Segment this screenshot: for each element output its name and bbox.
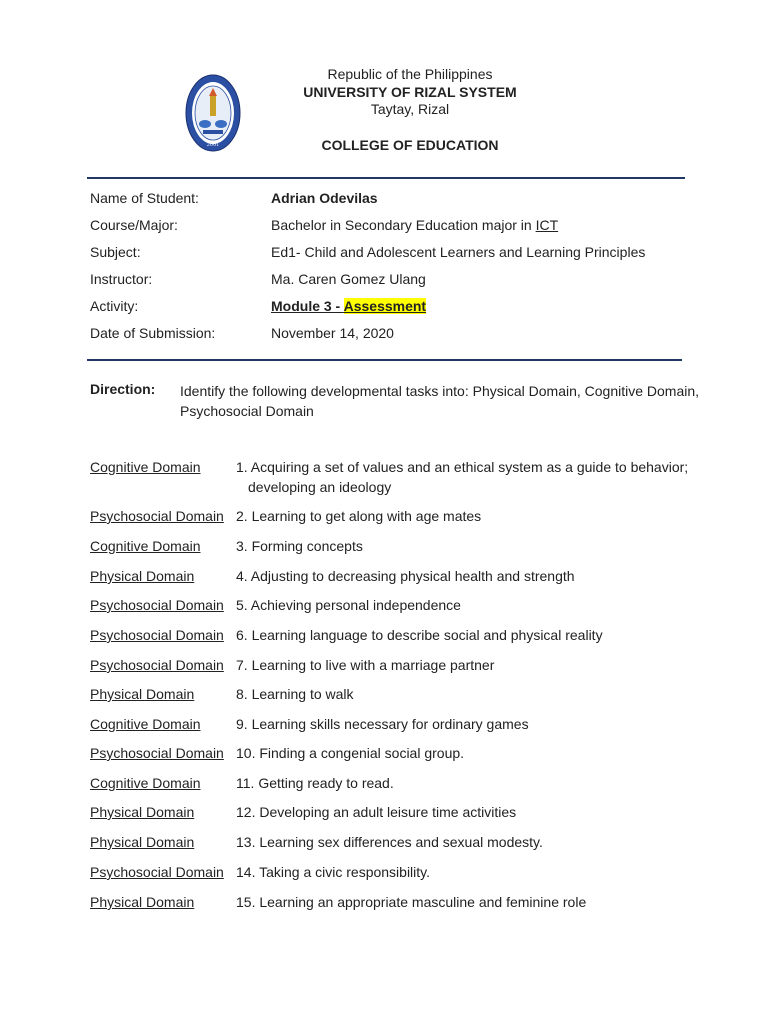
answer-blank: Psychosocial Domain — [90, 657, 224, 673]
answer-blank: Psychosocial Domain — [90, 864, 224, 880]
list-item — [90, 834, 543, 854]
answer-blank: Cognitive Domain — [90, 775, 201, 791]
bottom-divider — [87, 359, 682, 361]
college-name: COLLEGE OF EDUCATION — [321, 137, 499, 153]
task-text: 14. Taking a civic responsibility. — [236, 864, 431, 880]
university-name: UNIVERSITY OF RIZAL SYSTEM — [303, 84, 517, 100]
activity-highlight: Assessment — [343, 298, 427, 314]
answer-blank: Psychosocial Domain — [90, 745, 224, 761]
task-text: 4. Adjusting to decreasing physical health and strength — [236, 568, 575, 584]
answer-blank: Physical Domain — [90, 834, 195, 850]
name-label: Name of Student: — [90, 190, 199, 206]
date-label: Date of Submission: — [90, 325, 216, 341]
task-text: 15. Learning an appropriate masculine and feminine role — [236, 894, 587, 910]
subject-value: Ed1- Child and Adolescent Learners and Learning Principles — [271, 244, 646, 260]
list-item — [90, 775, 394, 795]
answer-blank: Physical Domain — [90, 894, 195, 910]
instructor-value: Ma. Caren Gomez Ulang — [271, 271, 426, 287]
list-item — [90, 459, 688, 479]
student-name: Adrian Odevilas — [271, 190, 378, 206]
answer-blank: Cognitive Domain — [90, 538, 201, 554]
direction-label: Direction: — [90, 381, 156, 397]
task-text-continuation: developing an ideology — [248, 479, 392, 495]
task-text: 2. Learning to get along with age mates — [236, 508, 482, 524]
list-item — [90, 864, 430, 884]
task-text: 1. Acquiring a set of values and an ethical system as a guide to behavior; — [236, 459, 689, 475]
task-text: 12. Developing an adult leisure time activities — [236, 804, 517, 820]
list-item — [90, 508, 481, 528]
list-item — [90, 657, 494, 677]
course-label: Course/Major: — [90, 217, 178, 233]
list-item — [90, 804, 516, 824]
answer-blank: Psychosocial Domain — [90, 508, 224, 524]
answer-blank: Cognitive Domain — [90, 459, 201, 475]
republic-line: Republic of the Philippines — [327, 66, 493, 82]
task-text: 11. Getting ready to read. — [236, 775, 394, 791]
activity-label: Activity: — [90, 298, 139, 314]
list-item — [90, 627, 603, 647]
seal-year: 2001 — [206, 142, 220, 148]
task-text: 8. Learning to walk — [236, 686, 354, 702]
instructor-label: Instructor: — [90, 271, 153, 287]
list-item — [90, 597, 461, 617]
task-text: 9. Learning skills necessary for ordinary games — [236, 716, 529, 732]
list-item — [90, 716, 529, 736]
subject-label: Subject: — [90, 244, 141, 260]
task-text: 7. Learning to live with a marriage partner — [236, 657, 495, 673]
top-divider — [87, 177, 685, 179]
answer-blank: Psychosocial Domain — [90, 627, 224, 643]
university-location: Taytay, Rizal — [370, 101, 450, 117]
activity-value: Module 3 - Assessment — [271, 298, 427, 314]
list-item — [90, 894, 586, 914]
answer-blank: Physical Domain — [90, 804, 195, 820]
course-value: Bachelor in Secondary Education major in ICT — [271, 217, 559, 233]
list-item — [90, 745, 464, 765]
answer-blank: Psychosocial Domain — [90, 597, 224, 613]
task-text: 3. Forming concepts — [236, 538, 363, 554]
task-text: 6. Learning language to describe social and physical reality — [236, 627, 603, 643]
answer-blank: Physical Domain — [90, 686, 195, 702]
task-text: 10. Finding a congenial social group. — [236, 745, 465, 761]
task-text: 5. Achieving personal independence — [236, 597, 461, 613]
task-text: 13. Learning sex differences and sexual modesty. — [236, 834, 543, 850]
date-value: November 14, 2020 — [271, 325, 394, 341]
course-major: ICT — [535, 217, 559, 233]
answer-blank: Physical Domain — [90, 568, 195, 584]
list-item — [90, 568, 575, 588]
direction-text: Identify the following developmental tasks into: Physical Domain, Cognitive Domain, Psychosocial Domain — [180, 383, 700, 419]
list-item — [90, 686, 354, 706]
answer-blank: Cognitive Domain — [90, 716, 201, 732]
university-seal-logo — [185, 74, 241, 152]
list-item — [90, 538, 363, 558]
